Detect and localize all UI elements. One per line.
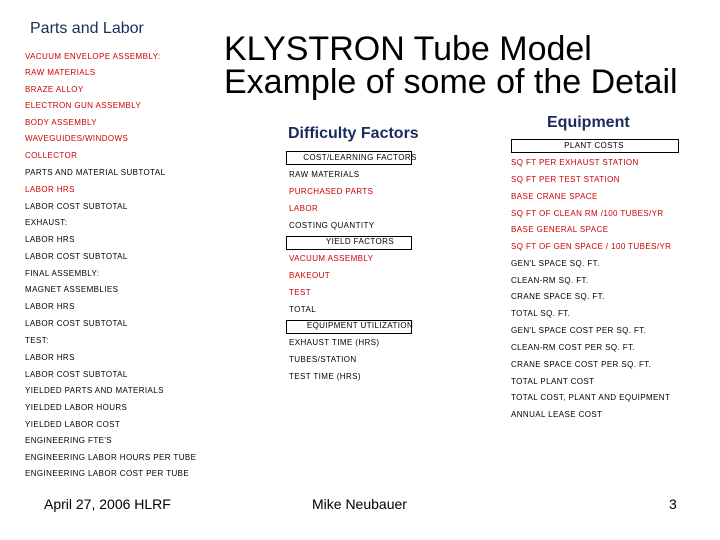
diff-item: LABOR — [289, 204, 319, 213]
plant-costs-box — [511, 139, 679, 153]
left-item: FINAL ASSEMBLY: — [25, 269, 100, 278]
left-item: YIELDED LABOR HOURS — [25, 403, 128, 412]
left-item: ENGINEERING LABOR COST PER TUBE — [25, 469, 190, 478]
left-item: WAVEGUIDES/WINDOWS — [25, 134, 129, 143]
diff-item: VACUUM ASSEMBLY — [289, 254, 374, 263]
left-item: LABOR HRS — [25, 302, 75, 311]
left-item: LABOR COST SUBTOTAL — [25, 202, 128, 211]
left-item: VACUUM ENVELOPE ASSEMBLY: — [25, 52, 161, 61]
diff-item: COSTING QUANTITY — [289, 221, 375, 230]
equip-item: SQ FT PER TEST STATION — [511, 175, 620, 184]
diff-item: TOTAL — [289, 305, 317, 314]
left-item: BODY ASSEMBLY — [25, 118, 98, 127]
equip-item: CRANE SPACE SQ. FT. — [511, 292, 605, 301]
left-item: ELECTRON GUN ASSEMBLY — [25, 101, 142, 110]
yield-factors-box — [286, 236, 412, 250]
left-item: COLLECTOR — [25, 151, 78, 160]
left-item: LABOR HRS — [25, 353, 75, 362]
diff-item: BAKEOUT — [289, 271, 331, 280]
left-item: LABOR HRS — [25, 185, 75, 194]
equip-item: TOTAL COST, PLANT AND EQUIPMENT — [511, 393, 671, 402]
diff-item: EXHAUST TIME (HRS) — [289, 338, 380, 347]
equip-item: PLANT COSTS — [564, 141, 624, 150]
equip-item: CLEAN-RM COST PER SQ. FT. — [511, 343, 636, 352]
left-item: EXHAUST: — [25, 218, 68, 227]
diff-item: TUBES/STATION — [289, 355, 357, 364]
equipment-utilization-box — [286, 320, 412, 334]
page-title-line-2: Example of some of the Detail — [224, 63, 678, 101]
difficulty-factors-heading: Difficulty Factors — [288, 125, 419, 142]
left-item: LABOR COST SUBTOTAL — [25, 370, 128, 379]
cost-learning-box — [286, 151, 412, 165]
left-item: LABOR COST SUBTOTAL — [25, 319, 128, 328]
equip-item: TOTAL SQ. FT. — [511, 309, 571, 318]
left-item: TEST: — [25, 336, 49, 345]
page-title-line-1: KLYSTRON Tube Model — [224, 30, 592, 68]
diff-item: COST/LEARNING FACTORS — [303, 153, 417, 162]
footer-author: Mike Neubauer — [312, 496, 407, 512]
equip-item: GEN'L SPACE SQ. FT. — [511, 259, 600, 268]
diff-item: PURCHASED PARTS — [289, 187, 374, 196]
equip-item: BASE GENERAL SPACE — [511, 225, 609, 234]
left-item: LABOR HRS — [25, 235, 75, 244]
equip-item: GEN'L SPACE COST PER SQ. FT. — [511, 326, 647, 335]
equipment-heading: Equipment — [547, 114, 630, 131]
footer-date: April 27, 2006 HLRF — [44, 496, 171, 512]
diff-item: EQUIPMENT UTILIZATION — [306, 321, 414, 330]
left-item: YIELDED LABOR COST — [25, 420, 121, 429]
equip-item: CLEAN-RM SQ. FT. — [511, 276, 589, 285]
diff-item: TEST TIME (HRS) — [289, 372, 361, 381]
left-item: MAGNET ASSEMBLIES — [25, 285, 119, 294]
footer-page-number: 3 — [669, 496, 677, 512]
parts-labor-heading: Parts and Labor — [30, 20, 144, 37]
left-item: ENGINEERING LABOR HOURS PER TUBE — [25, 453, 197, 462]
left-item: LABOR COST SUBTOTAL — [25, 252, 128, 261]
equip-item: SQ FT PER EXHAUST STATION — [511, 158, 639, 167]
left-item: YIELDED PARTS AND MATERIALS — [25, 386, 164, 395]
diff-item: YIELD FACTORS — [325, 237, 395, 246]
left-item: ENGINEERING FTE'S — [25, 436, 113, 445]
equip-item: ANNUAL LEASE COST — [511, 410, 603, 419]
diff-item: TEST — [289, 288, 312, 297]
equip-item: BASE CRANE SPACE — [511, 192, 598, 201]
left-item: BRAZE ALLOY — [25, 85, 84, 94]
equip-item: TOTAL PLANT COST — [511, 377, 595, 386]
equip-item: SQ FT OF CLEAN RM /100 TUBES/YR — [511, 209, 664, 218]
diff-item: RAW MATERIALS — [289, 170, 360, 179]
equip-item: CRANE SPACE COST PER SQ. FT. — [511, 360, 652, 369]
left-item: RAW MATERIALS — [25, 68, 96, 77]
equip-item: SQ FT OF GEN SPACE / 100 TUBES/YR — [511, 242, 672, 251]
left-item: PARTS AND MATERIAL SUBTOTAL — [25, 168, 166, 177]
